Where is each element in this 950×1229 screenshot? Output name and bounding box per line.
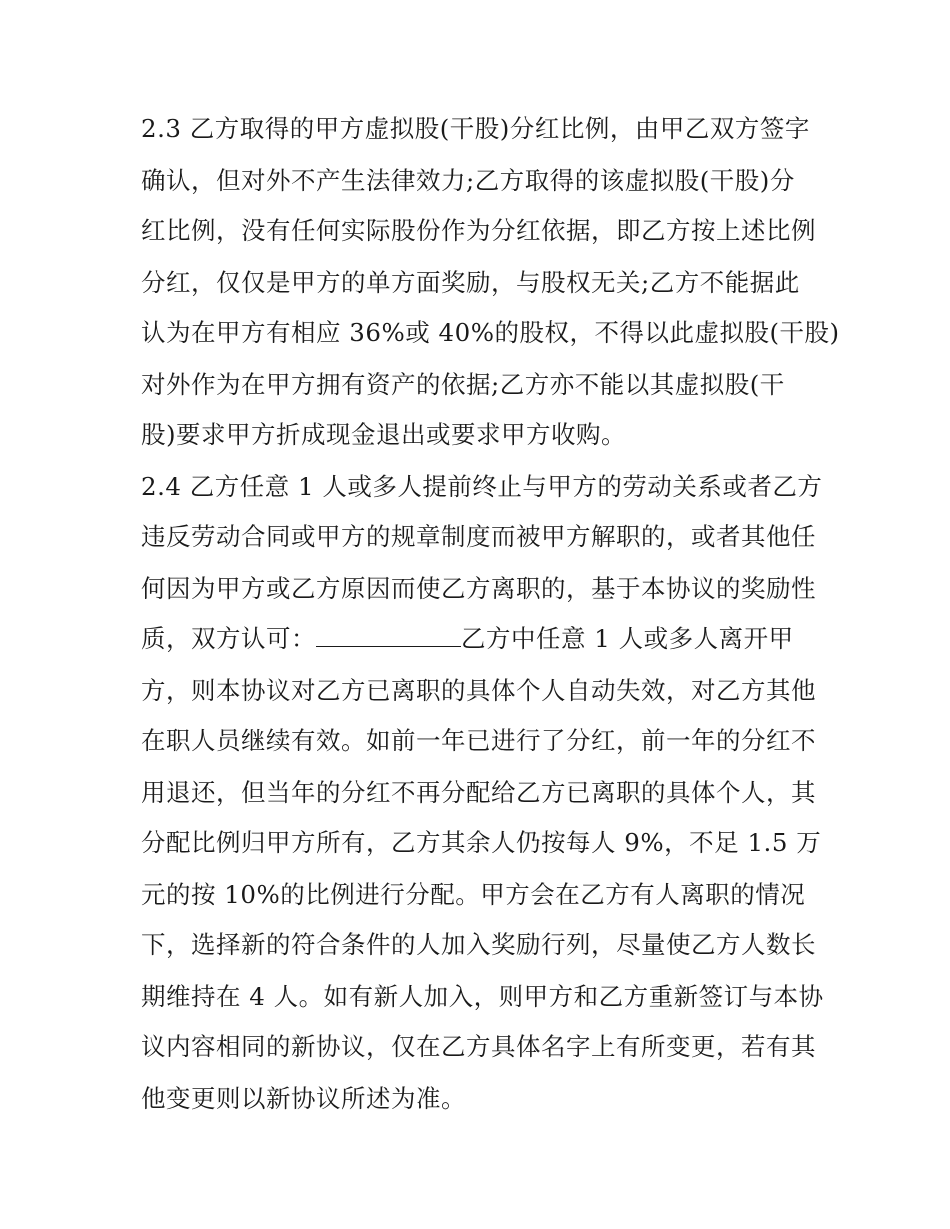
section-2-4-line: 下，选择新的符合条件的人加入奖励行列，尽量使乙方人数长 (141, 930, 816, 959)
fill-in-blank (316, 626, 461, 647)
section-2-4-line: 方，则本协议对乙方已离职的具体个人自动失效，对乙方其他 (141, 676, 816, 705)
section-2-4-line: 期维持在 4 人。如有新人加入，则甲方和乙方重新签订与本协 (141, 982, 824, 1011)
section-2-3-line: 认为在甲方有相应 36%或 40%的股权，不得以此虚拟股(干股) (141, 318, 840, 347)
section-2-4-blank-line (141, 622, 794, 656)
section-2-3-line: 确认，但对外不产生法律效力;乙方取得的该虚拟股(干股)分 (141, 166, 795, 195)
section-2-4-line: 分配比例归甲方所有，乙方其余人仍按每人 9%，不足 1.5 万 (141, 828, 822, 857)
section-2-3-line: 分红，仅仅是甲方的单方面奖励，与股权无关;乙方不能据此 (141, 268, 800, 297)
section-2-4-line: 违反劳动合同或甲方的规章制度而被甲方解职的，或者其他任 (141, 522, 816, 551)
blank-line-suffix: 乙方中任意 1 人或多人离开甲 (461, 624, 794, 653)
section-2-3-line: 2.3 乙方取得的甲方虚拟股(干股)分红比例，由甲乙双方签字 (141, 114, 810, 143)
section-2-4-line: 何因为甲方或乙方原因而使乙方离职的，基于本协议的奖励性 (141, 574, 816, 603)
section-2-3-line: 股)要求甲方折成现金退出或要求甲方收购。 (141, 420, 627, 449)
section-2-4-line: 2.4 乙方任意 1 人或多人提前终止与甲方的劳动关系或者乙方 (141, 472, 823, 501)
section-2-3-line: 红比例，没有任何实际股份作为分红依据，即乙方按上述比例 (141, 216, 816, 245)
section-2-4-line: 用退还，但当年的分红不再分配给乙方已离职的具体个人，其 (141, 778, 816, 807)
blank-line-prefix: 质，双方认可： (141, 624, 316, 653)
section-2-4-line: 议内容相同的新协议，仅在乙方具体名字上有所变更，若有其 (141, 1032, 816, 1061)
section-2-3-line: 对外作为在甲方拥有资产的依据;乙方亦不能以其虚拟股(干 (141, 370, 785, 399)
section-2-4-line: 他变更则以新协议所述为准。 (141, 1084, 466, 1113)
section-2-4-line: 在职人员继续有效。如前一年已进行了分红，前一年的分红不 (141, 726, 816, 755)
section-2-4-line: 元的按 10%的比例进行分配。甲方会在乙方有人离职的情况 (141, 880, 806, 909)
